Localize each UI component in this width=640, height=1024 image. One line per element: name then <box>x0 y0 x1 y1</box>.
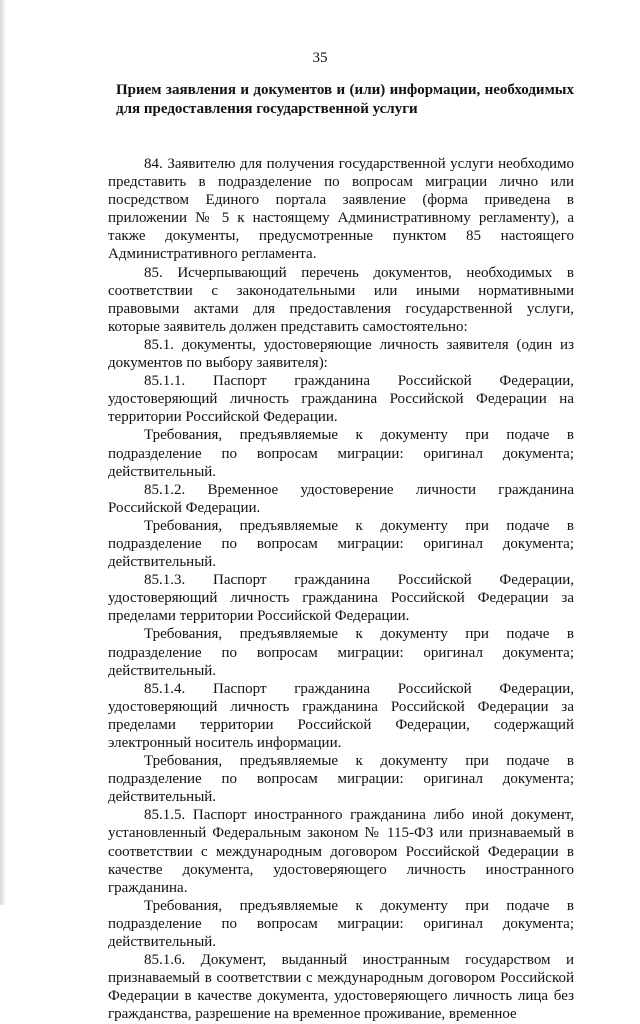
scan-edge <box>0 0 6 905</box>
requirements-paragraph: Требования, предъявляемые к документу при подаче в подразделение по вопросам миграции: оригинал документа; действительный. <box>108 427 574 480</box>
paragraph-85-1-5: 85.1.5. Паспорт иностранного гражданина либо иной документ, установленный Федеральным законом № 115-ФЗ или признаваемый в соответствии с международным договором Российской Федерации в качестве документа, удостоверяющего личность иностранного гражданина. <box>108 807 574 896</box>
requirements-paragraph: Требования, предъявляемые к документу при подаче в подразделение по вопросам миграции: оригинал документа; действительный. <box>108 626 574 679</box>
paragraph-85-1-4: 85.1.4. Паспорт гражданина Российской Федерации, удостоверяющий личность гражданина Российской Федерации за пределами территории Российской Федерации, содержащий электронный носитель информации. <box>108 680 574 751</box>
requirements-paragraph: Требования, предъявляемые к документу при подаче в подразделение по вопросам миграции: оригинал документа; действительный. <box>108 897 574 951</box>
paragraph-85-1: 85.1. документы, удостоверяющие личность заявителя (один из документов по выбору заявителя): <box>108 336 574 372</box>
requirements-paragraph: Требования, предъявляемые к документу при подаче в подразделение по вопросам миграции: оригинал документа; действительный. <box>108 517 574 571</box>
page-number: 35 <box>312 50 328 66</box>
requirements-paragraph: Требования, предъявляемые к документу при подаче в подразделение по вопросам миграции: оригинал документа; действительный. <box>108 753 574 806</box>
section-heading: Прием заявления и документов и (или) информации, необходимых для предоставления государственной услуги <box>116 82 574 117</box>
paragraph-85: 85. Исчерпывающий перечень документов, необходимых в соответствии с законодательными или иными нормативными правовыми актами для предоставления государственной услуги, которые заявитель должен представить самостоятельно: <box>108 264 574 335</box>
paragraph-85-1-1: 85.1.1. Паспорт гражданина Российской Федерации, удостоверяющий личность гражданина Российской Федерации на территории Российской Федерации. <box>108 373 574 426</box>
paragraph-84: 84. Заявителю для получения государственной услуги необходимо представить в подразделение по вопросам миграции лично или посредством Единого портала заявление (форма приведена в приложении № 5 к настоящему Административному регламенту), а также документы, предусмотренные пунктом 85 настоящего Административного регламента. <box>108 156 574 263</box>
body-text <box>108 155 574 1024</box>
paragraph-85-1-2: 85.1.2. Временное удостоверение личности гражданина Российской Федерации. <box>108 481 574 516</box>
paragraph-85-1-3: 85.1.3. Паспорт гражданина Российской Федерации, удостоверяющий личность гражданина Российской Федерации за пределами территории Российской Федерации. <box>108 572 574 625</box>
paragraph-85-1-6: 85.1.6. Документ, выданный иностранным государством и признаваемый в соответствии с международным договором Российской Федерации в качестве документа, удостоверяющего личность лица без гражданства, разрешение на временное проживание, временное <box>108 952 574 1023</box>
